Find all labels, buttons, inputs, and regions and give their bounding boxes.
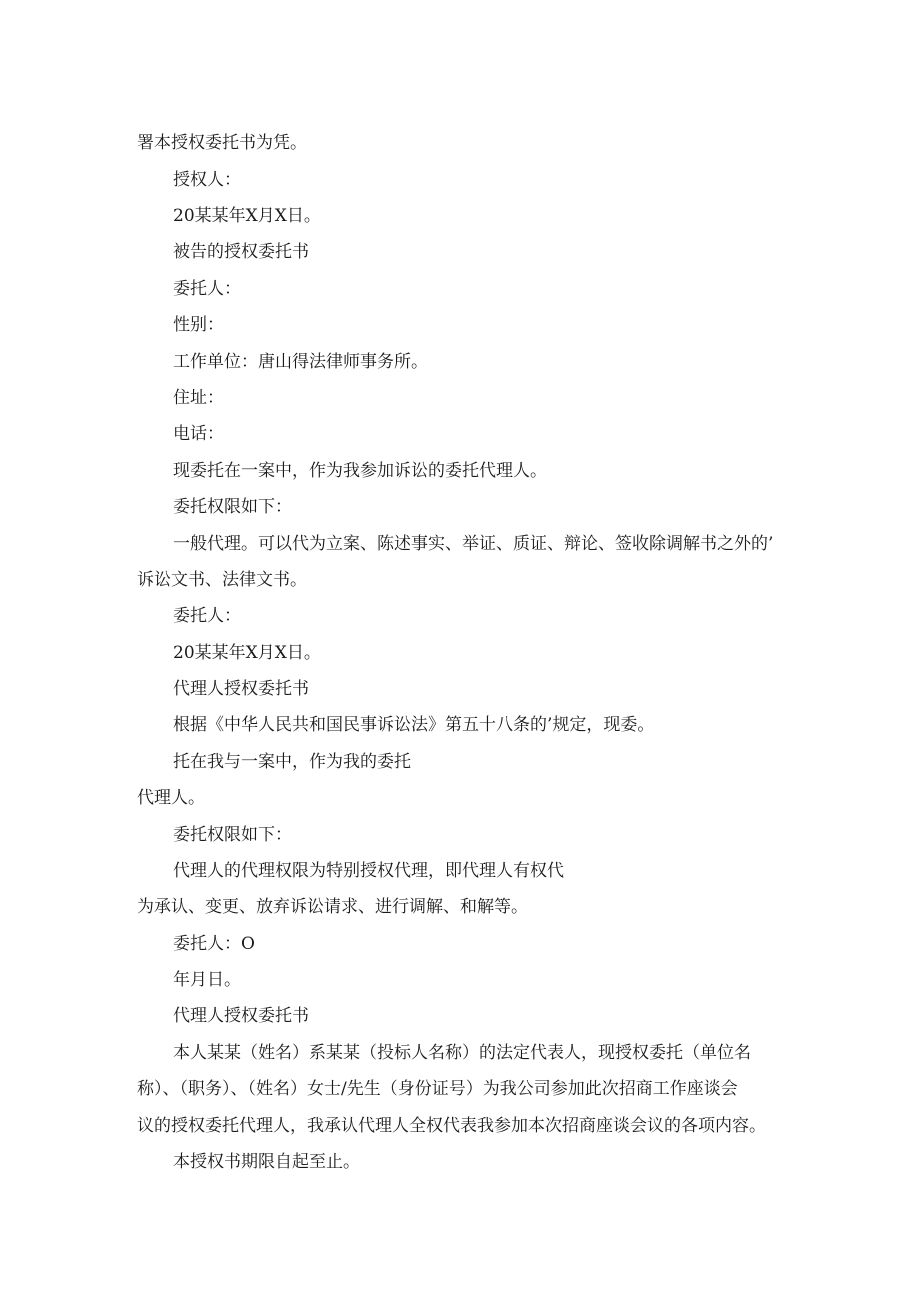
text-line: 代理人。: [137, 788, 205, 808]
text-line: 本人某某（姓名）系某某（投标人名称）的法定代表人，现授权委托（单位名: [173, 1043, 751, 1063]
text-line: 性别：: [173, 315, 224, 335]
text-line: 工作单位：唐山得法律师事务所。: [173, 352, 428, 372]
text-line: 委托人：: [173, 606, 241, 626]
text-line: 议的授权委托代理人，我承认代理人全权代表我参加本次招商座谈会议的各项内容。: [137, 1116, 766, 1136]
section-title: 代理人授权委托书: [173, 1006, 309, 1026]
section-title: 被告的授权委托书: [173, 242, 309, 262]
text-line: 托在我与一案中，作为我的委托: [173, 752, 411, 772]
text-line: 年月日。: [173, 970, 241, 990]
text-line: 署本授权委托书为凭。: [137, 133, 307, 153]
text-line: 根据《中华人民共和国民事诉讼法》第五十八条的’规定，现委。: [173, 715, 655, 735]
text-line: 委托人：O: [173, 934, 255, 954]
text-line: 授权人：: [173, 170, 241, 190]
section-title: 代理人授权委托书: [173, 679, 309, 699]
text-line: 委托权限如下：: [173, 497, 292, 517]
text-line: 本授权书期限自起至止。: [173, 1152, 360, 1172]
text-line: 电话：: [173, 424, 224, 444]
text-line: 称）、（职务）、（姓名）女士/先生（身份证号）为我公司参加此次招商工作座谈会: [137, 1079, 738, 1099]
text-line: 一般代理。可以代为立案、陈述事实、举证、质证、辩论、签收除调解书之外的’: [173, 534, 774, 554]
text-line: 住址：: [173, 388, 224, 408]
text-line: 诉讼文书、法律文书。: [137, 570, 307, 590]
text-line: 20某某年X月X日。: [173, 643, 321, 663]
text-line: 现委托在一案中，作为我参加诉讼的委托代理人。: [173, 461, 547, 481]
text-line: 代理人的代理权限为特别授权代理，即代理人有权代: [173, 861, 564, 881]
text-line: 20某某年X月X日。: [173, 206, 321, 226]
text-line: 为承认、变更、放弃诉讼请求、进行调解、和解等。: [137, 897, 528, 917]
text-line: 委托权限如下：: [173, 825, 292, 845]
text-line: 委托人：: [173, 279, 241, 299]
